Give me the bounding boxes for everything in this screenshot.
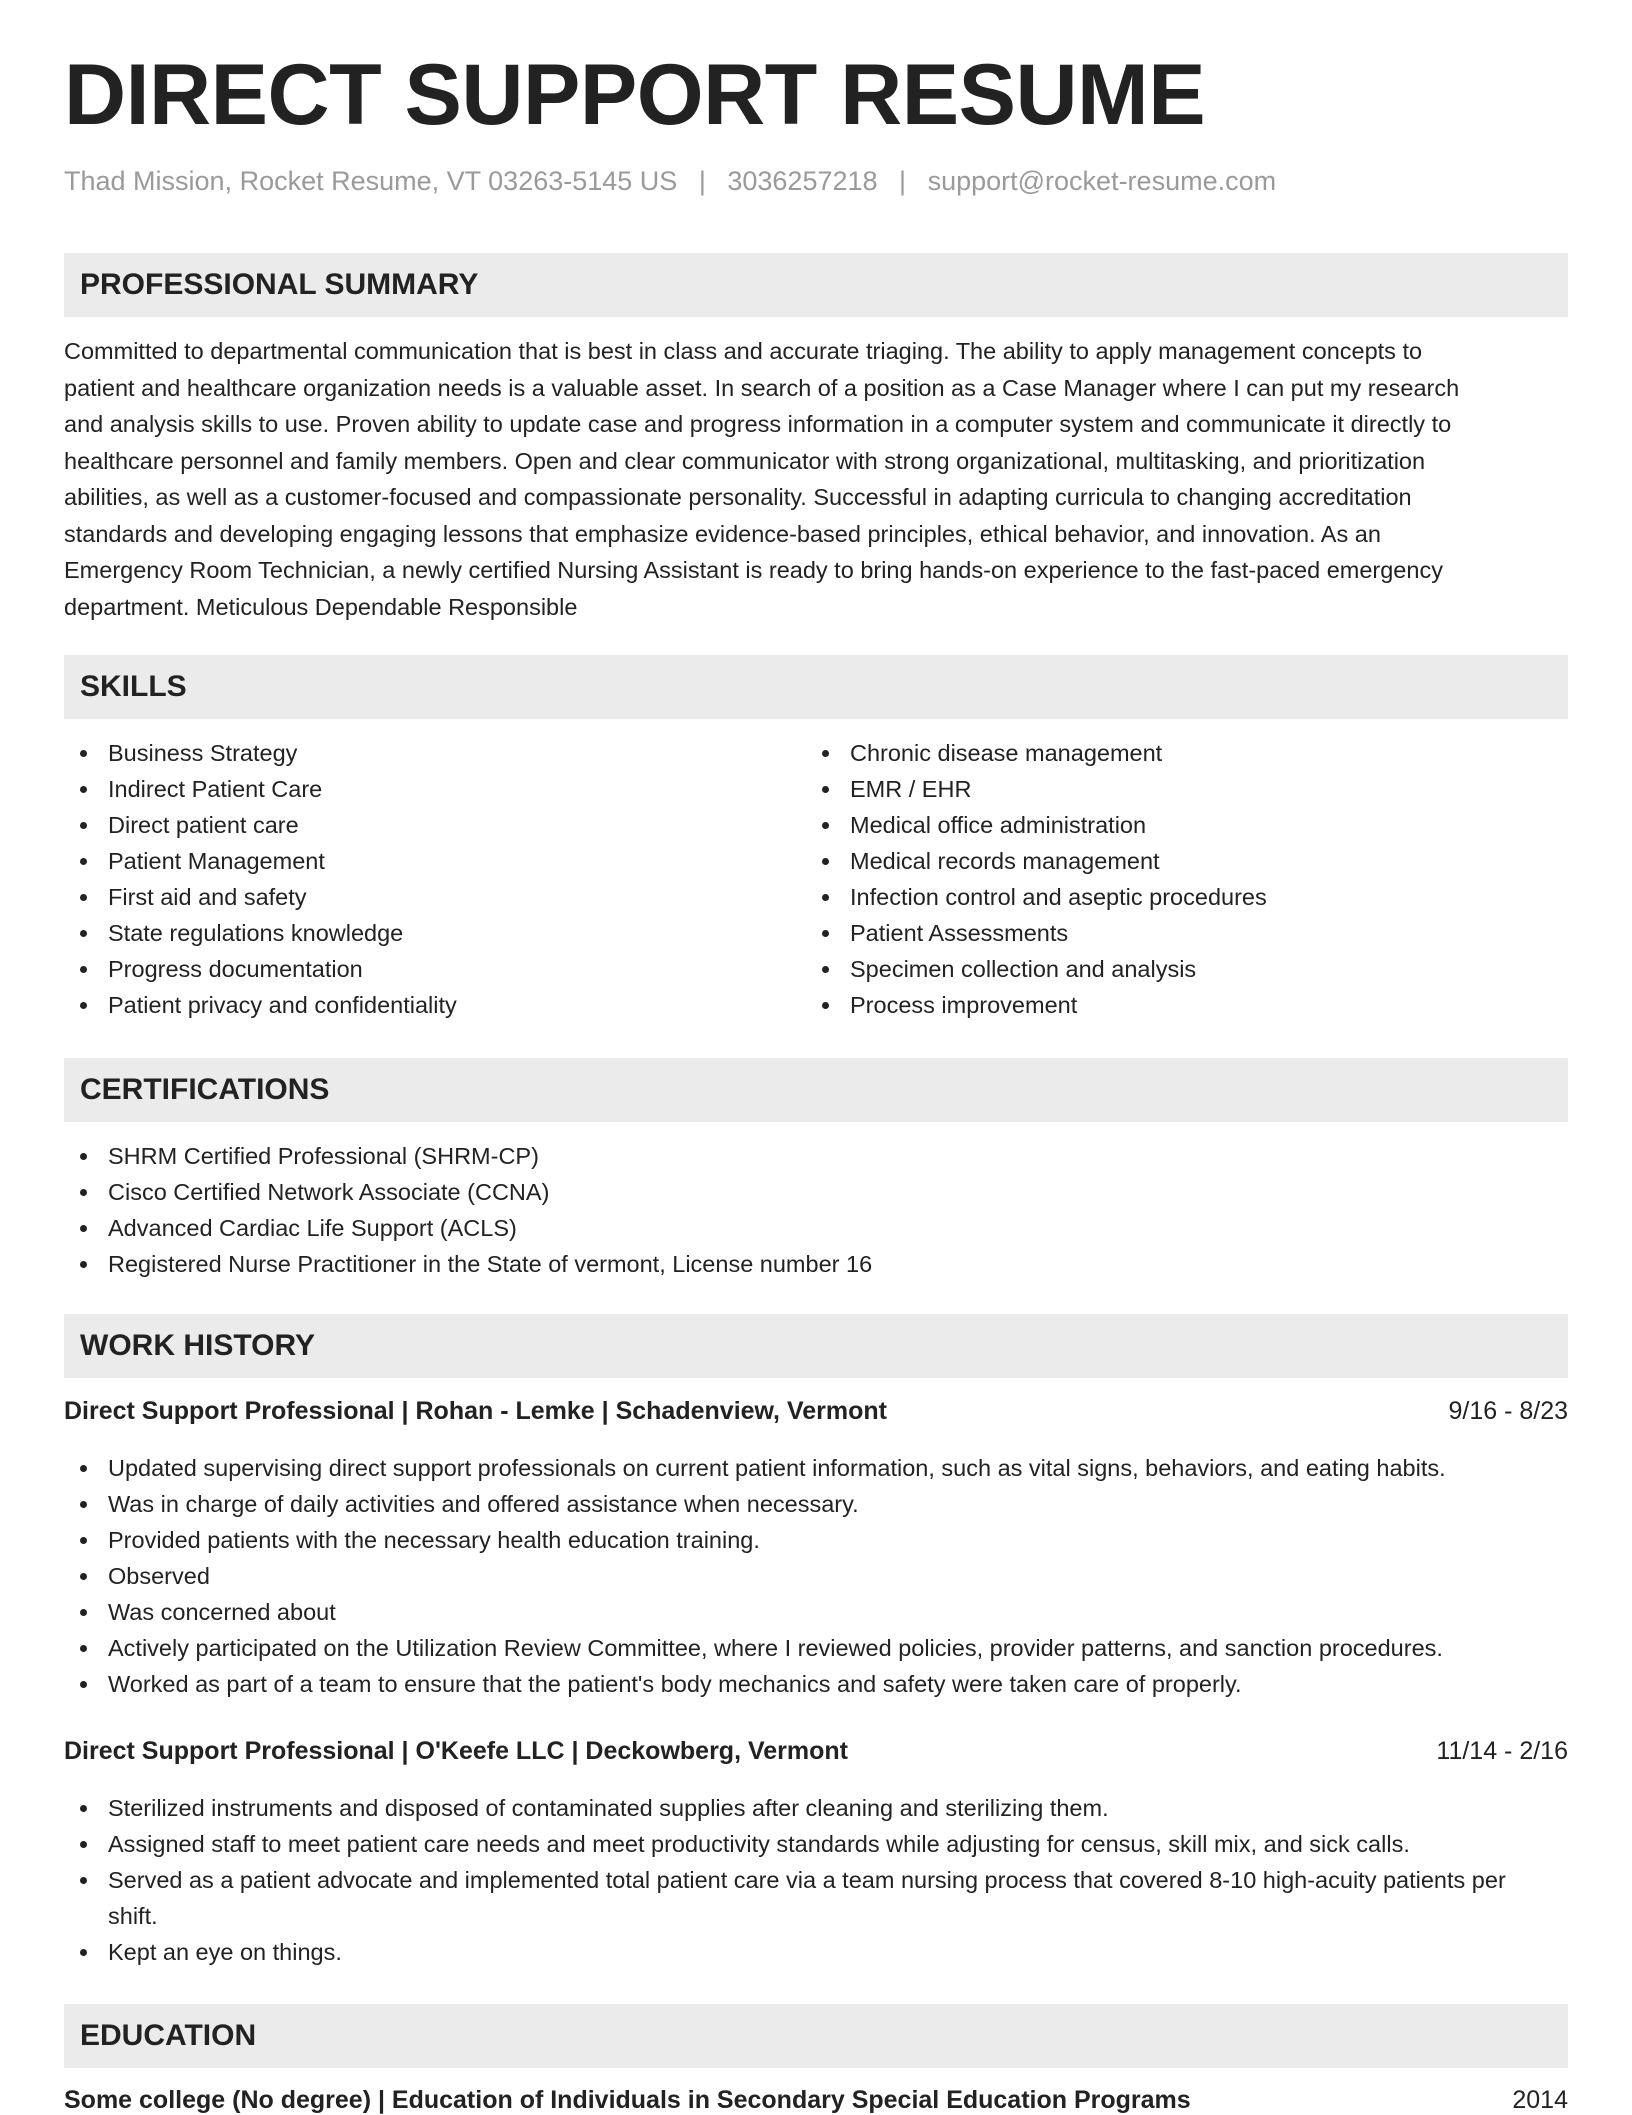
contact-address: Thad Mission, Rocket Resume, VT 03263-5145 US [64, 166, 678, 196]
skill-item: Medical office administration [806, 807, 1566, 843]
job-bullet: Was concerned about [64, 1594, 1568, 1630]
skill-item: EMR / EHR [806, 771, 1566, 807]
skill-item: Infection control and aseptic procedures [806, 879, 1566, 915]
summary-line: abilities, as well as a customer-focused and compassionate personality. Successful in adapting curricula to changing accreditation [64, 484, 1412, 510]
job-bullet: Updated supervising direct support professionals on current patient information, such as vital signs, behaviors, and eating habits. [64, 1450, 1568, 1486]
skill-item: Patient privacy and confidentiality [64, 987, 764, 1023]
job-bullet: Was in charge of daily activities and offered assistance when necessary. [64, 1486, 1568, 1522]
job-bullets [64, 1450, 1568, 1702]
skill-item: Indirect Patient Care [64, 771, 764, 807]
certification-item: SHRM Certified Professional (SHRM-CP) [64, 1138, 1568, 1174]
job-bullet: Assigned staff to meet patient care needs and meet productivity standards while adjusting for census, skill mix, and sick calls. [64, 1826, 1568, 1862]
job-bullet: Kept an eye on things. [64, 1934, 1568, 1970]
skill-item: State regulations knowledge [64, 915, 764, 951]
job-bullet: Actively participated on the Utilization Review Committee, where I reviewed policies, provider patterns, and sanction procedures. [64, 1630, 1568, 1666]
summary-line: patient and healthcare organization needs is a valuable asset. In search of a position as a Case Manager where I can put my research [64, 374, 1460, 401]
job-bullet: Served as a patient advocate and implemented total patient care via a team nursing process that covered 8-10 high-acuity patients per shift. [64, 1862, 1568, 1934]
summary-line: department. Meticulous Dependable Responsible [64, 593, 578, 620]
summary-line: standards and developing engaging lessons that emphasize evidence-based principles, ethical behavior, and innovation. As an [64, 520, 1381, 547]
section-header-skills: SKILLS [64, 655, 1568, 719]
section-header-education: EDUCATION [64, 2004, 1568, 2068]
job-header [64, 1397, 1568, 1426]
education-entry [64, 2086, 1568, 2115]
section-header-work-history: WORK HISTORY [64, 1314, 1568, 1378]
summary-line: Committed to departmental communication that is best in class and accurate triaging. The ability to apply management concepts to [64, 338, 1423, 364]
resume-title: DIRECT SUPPORT RESUME [64, 47, 1206, 143]
contact-line [64, 166, 1276, 197]
contact-separator: | [698, 166, 706, 196]
skill-item: Progress documentation [64, 951, 764, 987]
skill-item: First aid and safety [64, 879, 764, 915]
job-bullet: Sterilized instruments and disposed of contaminated supplies after cleaning and sterilizing them. [64, 1790, 1568, 1826]
skills-list-right [806, 735, 1566, 1023]
job-bullet: Worked as part of a team to ensure that the patient's body mechanics and safety were taken care of properly. [64, 1666, 1568, 1702]
skill-item: Patient Management [64, 843, 764, 879]
skill-item: Direct patient care [64, 807, 764, 843]
skill-item: Chronic disease management [806, 735, 1566, 771]
skill-item: Specimen collection and analysis [806, 951, 1566, 987]
job-bullets [64, 1790, 1568, 1970]
education-title: Some college (No degree) | Education of Individuals in Secondary Special Education Programs [64, 2086, 1191, 2114]
contact-separator: | [899, 166, 907, 196]
job-title: Direct Support Professional | Rohan - Lemke | Schadenview, Vermont [64, 1397, 887, 1425]
skill-item: Patient Assessments [806, 915, 1566, 951]
job-bullet: Provided patients with the necessary health education training. [64, 1522, 1568, 1558]
job-header [64, 1737, 1568, 1766]
certification-item: Cisco Certified Network Associate (CCNA) [64, 1174, 1568, 1210]
summary-text [64, 333, 1568, 625]
job-dates: 11/14 - 2/16 [1436, 1737, 1568, 1765]
summary-line: Emergency Room Technician, a newly certified Nursing Assistant is ready to bring hands-on experience to the fast-paced emergency [64, 557, 1443, 583]
section-header-summary: PROFESSIONAL SUMMARY [64, 253, 1568, 317]
skills-list-left [64, 735, 764, 1023]
certification-item: Registered Nurse Practitioner in the State of vermont, License number 16 [64, 1246, 1568, 1282]
contact-email[interactable]: support@rocket-resume.com [927, 166, 1277, 196]
skill-item: Process improvement [806, 987, 1566, 1023]
certifications-list [64, 1138, 1568, 1282]
job-dates: 9/16 - 8/23 [1448, 1397, 1568, 1425]
skill-item: Medical records management [806, 843, 1566, 879]
skill-item: Business Strategy [64, 735, 764, 771]
summary-line: and analysis skills to use. Proven ability to update case and progress information in a computer system and communicate it directly to [64, 411, 1452, 437]
summary-line: healthcare personnel and family members. Open and clear communicator with strong organizational, multitasking, and prioritization [64, 447, 1426, 474]
job-bullet: Observed [64, 1558, 1568, 1594]
education-date: 2014 [1512, 2086, 1568, 2114]
section-header-certifications: CERTIFICATIONS [64, 1058, 1568, 1122]
certification-item: Advanced Cardiac Life Support (ACLS) [64, 1210, 1568, 1246]
job-title: Direct Support Professional | O'Keefe LLC | Deckowberg, Vermont [64, 1737, 848, 1765]
contact-phone: 3036257218 [727, 166, 878, 196]
